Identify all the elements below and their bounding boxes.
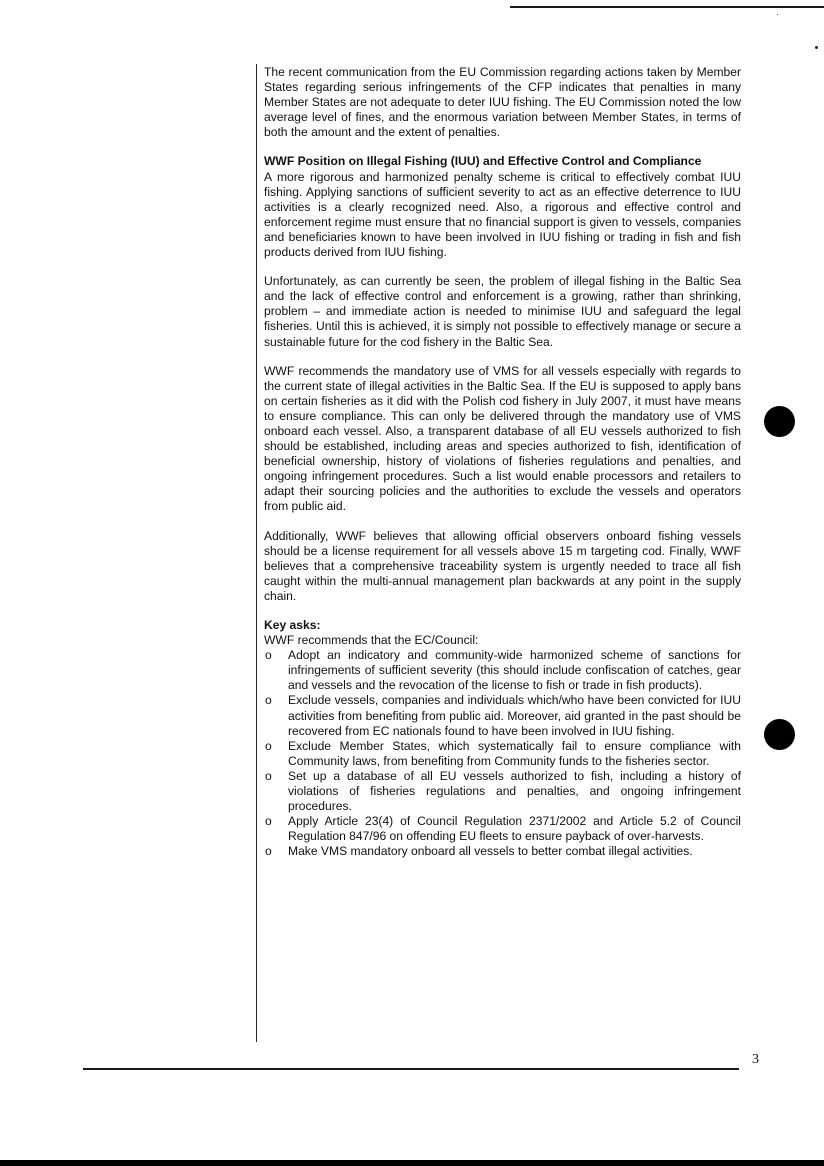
key-ask-item bbox=[264, 648, 741, 693]
key-ask-text: Exclude Member States, which systematically fail to ensure compliance with Community laws, from benefiting from Community funds to the fisheries sector. bbox=[288, 738, 741, 768]
top-rule bbox=[510, 6, 824, 8]
key-asks-intro: WWF recommends that the EC/Council: bbox=[264, 633, 479, 648]
punch-hole-upper bbox=[764, 406, 795, 437]
key-ask-text: Set up a database of all EU vessels authorized to fish, including a history of violations of fisheries regulations and penalties, and ongoing infringement procedures. bbox=[288, 768, 741, 814]
key-ask-text: Apply Article 23(4) of Council Regulation 2371/2002 and Article 5.2 of Council Regulation 847/96 on offending EU fleets to ensure payback of over-harvests. bbox=[288, 814, 741, 844]
scan-bottom-edge bbox=[0, 1160, 824, 1166]
bullet-icon: o bbox=[265, 738, 272, 753]
punch-hole-lower bbox=[764, 719, 795, 750]
bullet-icon: o bbox=[265, 844, 272, 859]
bullet-icon: o bbox=[265, 693, 272, 708]
margin-change-bar bbox=[256, 64, 257, 1042]
key-ask-text: Make VMS mandatory onboard all vessels to better combat illegal activities. bbox=[288, 844, 693, 859]
corner-mark: · bbox=[776, 9, 779, 19]
paragraph-penalty-scheme: A more rigorous and harmonized penalty scheme is critical to effectively combat IUU fishing. Applying sanctions of sufficient severity to act as an effective deterrence to IUU activities is a clearly recognized need. Also, a rigorous and effective control and enforcement regime must ensure that no financial support is given to vessels, companies and beneficiaries known to have been involved in IUU fishing or trading in fish and fish products derived from IUU fishing. bbox=[264, 169, 741, 260]
key-ask-item bbox=[264, 844, 741, 859]
bullet-icon: o bbox=[265, 814, 272, 829]
key-ask-item bbox=[264, 739, 741, 769]
key-ask-item bbox=[264, 814, 741, 844]
key-asks-title: Key asks: bbox=[264, 618, 321, 632]
scan-dot bbox=[815, 46, 818, 49]
paragraph-commission-communication: The recent communication from the EU Commission regarding actions taken by Member States regarding serious infringements of the CFP indicates that penalties in many Member States are not adequate to deter IUU fishing. The EU Commission noted the low average level of fines, and the enormous variation between Member States, in terms of both the amount and the extent of penalties. bbox=[264, 65, 741, 140]
wwf-position-section bbox=[264, 154, 741, 260]
document-body bbox=[264, 65, 741, 860]
key-asks-list bbox=[264, 648, 741, 859]
bullet-icon: o bbox=[265, 648, 272, 663]
section-heading: WWF Position on Illegal Fishing (IUU) and Effective Control and Compliance bbox=[264, 154, 702, 169]
paragraph-vms-recommendation: WWF recommends the mandatory use of VMS for all vessels especially with regards to the current state of illegal activities in the Baltic Sea. If the EU is supposed to apply bans on certain fisheries as it did with the Polish cod fishery in July 2007, it must have means to ensure compliance. This can only be delivered through the mandatory use of VMS onboard each vessel. Also, a transparent database of all EU vessels authorized to fish should be established, including areas and species authorized to fish, identification of beneficial ownership, history of violations of fisheries regulations and penalties, and ongoing infringement procedures. Such a list would enable processors and retailers to adapt their sourcing policies and the authorities to exclude the vessels and operators from public aid. bbox=[264, 363, 741, 514]
key-ask-item bbox=[264, 769, 741, 814]
paragraph-observers-traceability: Additionally, WWF believes that allowing official observers onboard fishing vessels should be a license requirement for all vessels above 15 m targeting cod. Finally, WWF believes that a comprehensive traceability system is urgently needed to trace all fish caught within the multi-annual management plan backwards at any point in the supply chain. bbox=[264, 528, 741, 603]
key-ask-text: Exclude vessels, companies and individuals which/who have been convicted for IUU activities from benefiting from public aid. Moreover, aid granted in the past should be recovered from EC nationals found to have been involved in IUU fishing. bbox=[288, 693, 741, 738]
page-number: 3 bbox=[752, 1052, 759, 1067]
paragraph-baltic-problem: Unfortunately, as can currently be seen, the problem of illegal fishing in the Baltic Sea and the lack of effective control and enforcement is a growing, rather than shrinking, problem – and immediate action is needed to minimise IUU and safeguard the legal fisheries. Until this is achieved, it is simply not possible to effectively manage or secure a sustainable future for the cod fishery in the Baltic Sea. bbox=[264, 274, 741, 349]
key-ask-text: Adopt an indicatory and community-wide harmonized scheme of sanctions for infringements of sufficient severity (this should include confiscation of catches, gear and vessels and the revocation of the license to fish or trade in fish products). bbox=[288, 648, 741, 693]
key-ask-item bbox=[264, 693, 741, 738]
bullet-icon: o bbox=[265, 768, 272, 783]
footer-rule bbox=[83, 1068, 739, 1070]
